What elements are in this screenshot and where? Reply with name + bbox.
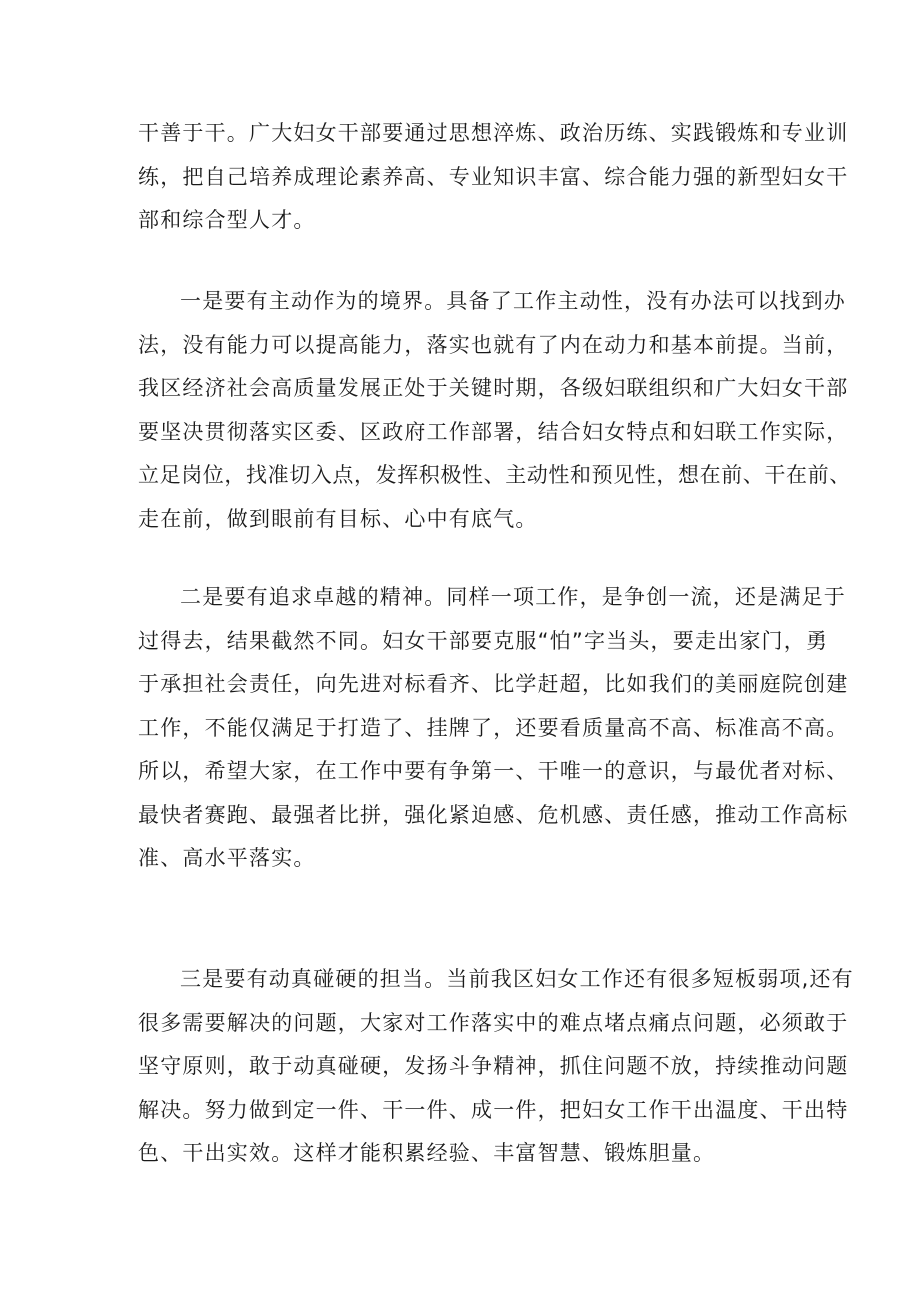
text-line: 我区经济社会高质量发展正处于关键时期，各级妇联组织和广大妇女干部 <box>138 376 849 400</box>
text-line: 准、高水平落实。 <box>138 846 316 870</box>
paragraph-intro <box>138 112 849 243</box>
text-line: 要坚决贯彻落实区委、区政府工作部署，结合妇女特点和妇联工作实际， <box>138 419 849 444</box>
text-line: 走在前，做到眼前有目标、心中有底气。 <box>138 506 538 531</box>
paragraph-excellence <box>138 576 849 881</box>
text-line: 所以，希望大家，在工作中要有争第一、干唯一的意识，与最优者对标、 <box>138 759 849 783</box>
text-line: 过得去，结果截然不同。妇女干部要克服“怕”字当头，要走出家门，勇 <box>138 628 829 653</box>
text-line: 一是要有主动作为的境界。具备了工作主动性，没有办法可以找到办 <box>180 289 846 313</box>
text-line: 最快者赛跑、最强者比拼，强化紧迫感、危机感、责任感，推动工作高标 <box>138 802 849 827</box>
text-line: 工作，不能仅满足于打造了、挂牌了，还要看质量高不高、标准高不高。 <box>138 715 849 740</box>
text-line: 立足岗位，找准切入点，发挥积极性、主动性和预见性，想在前、干在前、 <box>138 463 851 487</box>
text-line: 很多需要解决的问题，大家对工作落实中的难点堵点痛点问题，必须敢于 <box>138 1010 849 1035</box>
text-line: 三是要有动真碰硬的担当。当前我区妇女工作还有很多短板弱项,还有 <box>180 967 854 991</box>
paragraph-initiative <box>138 280 851 541</box>
text-line: 色、干出实效。这样才能积累经验、丰富智慧、锻炼胆量。 <box>138 1141 716 1165</box>
text-line: 解决。努力做到定一件、干一件、成一件，把妇女工作干出温度、干出特 <box>138 1097 849 1122</box>
text-line: 练，把自己培养成理论素养高、专业知识丰富、综合能力强的新型妇女干 <box>138 164 849 189</box>
text-line: 二是要有追求卓越的精神。同样一项工作，是争创一流，还是满足于 <box>180 585 846 609</box>
text-line: 于承担社会责任，向先进对标看齐、比学赶超，比如我们的美丽庭院创建 <box>138 672 849 696</box>
text-line: 坚守原则，敢于动真碰硬，发扬斗争精神，抓住问题不放，持续推动问题 <box>138 1054 849 1078</box>
paragraph-responsibility <box>138 958 854 1176</box>
text-line: 干善于干。广大妇女干部要通过思想淬炼、政治历练、实践锻炼和专业训 <box>138 121 849 145</box>
text-line: 法，没有能力可以提高能力，落实也就有了内在动力和基本前提。当前， <box>138 332 849 357</box>
text-line: 部和综合型人才。 <box>138 208 316 232</box>
